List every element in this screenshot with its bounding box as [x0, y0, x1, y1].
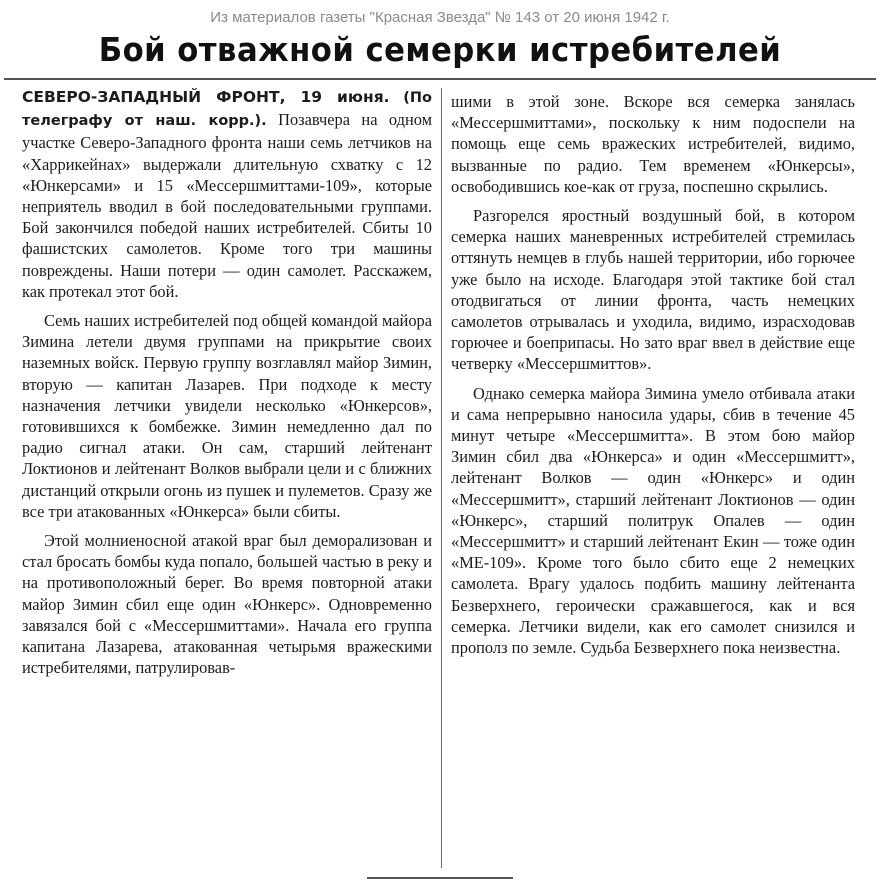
- headline-rule: [4, 78, 876, 80]
- lead-paragraph: [22, 86, 432, 302]
- article-paragraph: Разгорелся яростный воздушный бой, в котором семерка наших маневренных истребителей стремилась оттянуть немцев в глубь нашей территории, ибо горючее уже было на исходе. Благодаря этой тактике бой стал отодвигаться от линии фронта, часть немецких самолетов отрывалась и уходила, видимо, израсходовав горючее и боеприпасы. Но зато враг ввел в действие еще четверку «Мессершмиттов».: [451, 206, 855, 374]
- byline: (По телеграфу от наш. корр.).: [22, 90, 432, 130]
- article-paragraph: Этой молниеносной атакой враг был деморализован и стал бросать бомбы куда попало, большей частью в реку и на противоположный берег. Во время повторной атаки майор Зимин сбил еще один «Юнкерс». Одновременно завязался бой с «Мессершмиттами». Начала его группа капитана Лазарева, атакованная четырьмя вражескими истребителями, патрулировав-: [22, 531, 432, 678]
- article-column-left: [22, 86, 432, 678]
- article-headline: Бой отважной семерки истребителей: [98, 30, 782, 69]
- dateline: СЕВЕРО-ЗАПАДНЫЙ ФРОНТ, 19 июня.: [22, 88, 390, 106]
- source-caption: Из материалов газеты "Красная Звезда" № 143 от 20 июня 1942 г.: [210, 9, 670, 26]
- article-paragraph: Семь наших истребителей под общей командой майора Зимина летели двумя группами на прикрытие своих наземных войск. Первую группу возглавлял майор Зимин, вторую — капитан Лазарев. При подходе к месту назначения летчики увидели несколько «Юнкерсов», готовившихся к бомбежке. Зимин немедленно дал по радио сигнал атаки. Он сам, старший лейтенант Локтионов и лейтенант Волков выбрали цели и с ближних дистанций открыли огонь из пушек и пулеметов. Сразу же все три атакованных «Юнкерса» были сбиты.: [22, 311, 432, 521]
- article-column-right: [451, 91, 855, 658]
- article-paragraph-continued: шими в этой зоне. Вскоре вся семерка занялась «Мессершмиттами», поскольку к ним подоспели на помощь еще семь вражеских истребителей, видимо, вызванные по радио. Тем временем «Юнкерсы», освободившись кое-как от груза, поспешно скрылись.: [451, 92, 855, 196]
- end-rule: [367, 877, 513, 879]
- lead-text: Позавчера на одном участке Северо-Западного фронта наши семь летчиков на «Харрикейнах» выдержали длительную схватку с 12 «Юнкерсами» и 15 «Мессершмиттами-109», которые неприятель вводил в бой последовательными группами. Бой закончился победой наших истребителей. Сбиты 10 фашистских самолетов. Кроме того три машины повреждены. Наши потери — один самолет. Расскажем, как протекал этот бой.: [22, 110, 432, 301]
- article-paragraph: Однако семерка майора Зимина умело отбивала атаки и сама непрерывно наносила удары, сбив в течение 45 минут четыре «Мессершмитта». В этом бою майор Зимин сбил два «Юнкерса» и один «Мессершмитт», лейтенант Волков — один «Юнкерс» и один «Мессершмитт», старший лейтенант Локтионов — один «Юнкерс», старший политрук Опалев — один «Мессершмитт» и старший лейтенант Екин — тоже один «МЕ-109». Кроме того было сбито еще 2 немецких самолета. Врагу удалось подбить машину лейтенанта Безверхнего, героически сражавшегося, как и вся семерка. Летчики видели, как его самолет снизился и прополз по земле. Судьба Безверхнего пока неизвестна.: [451, 383, 855, 658]
- column-divider: [441, 88, 442, 868]
